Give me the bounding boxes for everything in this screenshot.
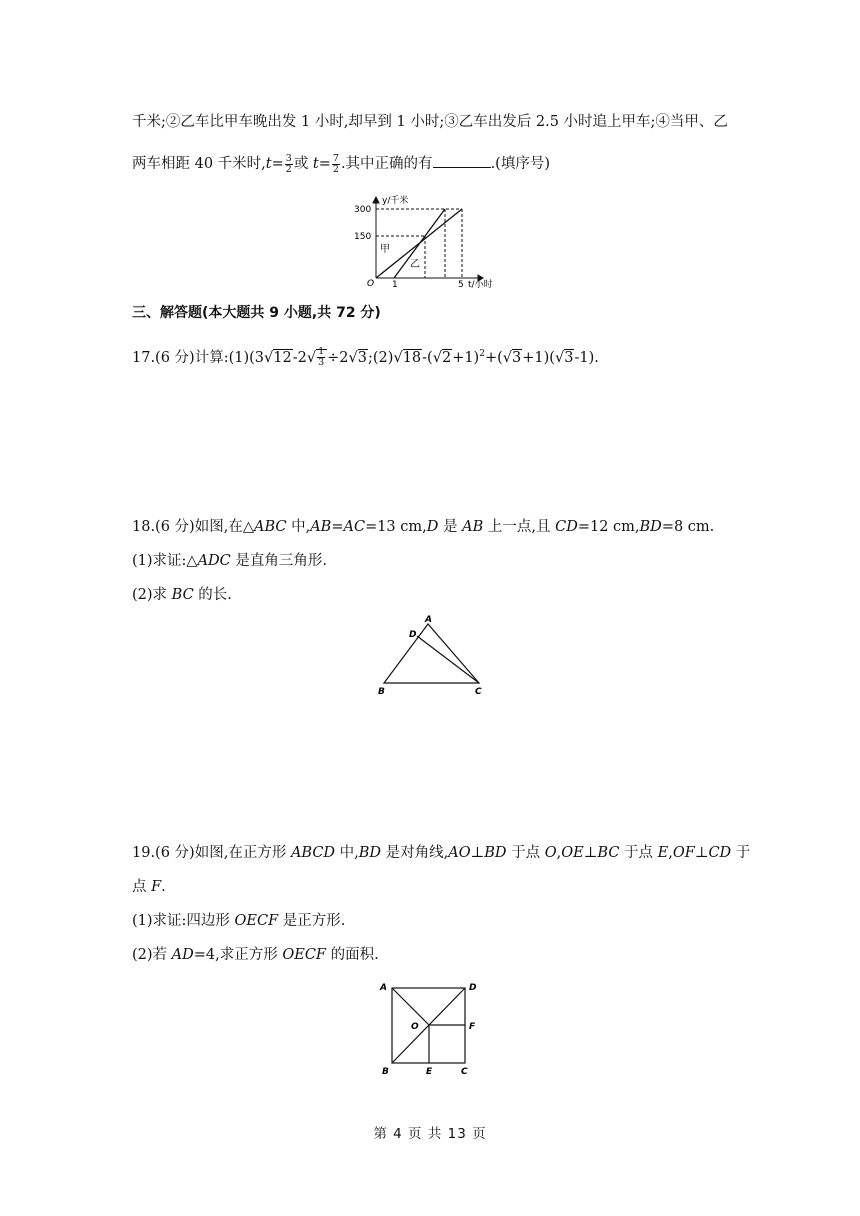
graph-tick-5: 5 bbox=[458, 280, 464, 290]
label-B: B bbox=[378, 687, 385, 697]
square-figure bbox=[376, 978, 486, 1078]
fraction-7-2: $\frac{7}{2}$ bbox=[332, 152, 339, 175]
q18-part1: (1)求证:△ADC 是直角三角形. bbox=[132, 553, 327, 569]
section-heading: 三、解答题(本大题共 9 小题,共 72 分) bbox=[132, 305, 381, 321]
label-A: A bbox=[380, 983, 387, 993]
triangle-figure bbox=[370, 612, 495, 698]
q18-text: 18.(6 分)如图,在△ABC 中,AB=AC=13 cm,D 是 AB 上一点,且 CD=12 cm,BD=8 cm. bbox=[132, 519, 715, 535]
q19-text-cont: 点 F. bbox=[132, 879, 166, 895]
label-D: D bbox=[469, 983, 477, 993]
graph-label-yi: 乙 bbox=[410, 259, 420, 270]
label-A: A bbox=[425, 615, 432, 625]
graph-y-label: y/千米 bbox=[382, 196, 409, 206]
label-E: E bbox=[426, 1067, 433, 1077]
label-F: F bbox=[469, 1022, 476, 1032]
graph-x-label: t/小时 bbox=[468, 280, 493, 290]
label-C: C bbox=[475, 687, 482, 697]
page-footer: 第 4 页 共 13 页 bbox=[373, 1126, 487, 1142]
q16-line1: 千米;②乙车比甲车晚出发 1 小时,却早到 1 小时;③乙车出发后 2.5 小时追上甲车;④当甲、乙 bbox=[132, 114, 728, 130]
q19-part1: (1)求证:四边形 OECF 是正方形. bbox=[132, 913, 346, 929]
graph-label-jia: 甲 bbox=[380, 244, 390, 255]
q19-part2: (2)若 AD=4,求正方形 OECF 的面积. bbox=[132, 947, 379, 963]
q19-text: 19.(6 分)如图,在正方形 ABCD 中,BD 是对角线,AO⊥BD 于点 O,OE⊥BC 于点 E,OF⊥CD 于 bbox=[132, 845, 751, 861]
graph-origin: O bbox=[367, 279, 375, 289]
label-O: O bbox=[411, 1022, 419, 1032]
graph-tick-150: 150 bbox=[354, 232, 372, 242]
fraction-3-2: $\frac{3}{2}$ bbox=[285, 152, 292, 175]
label-B: B bbox=[382, 1067, 389, 1077]
q18-part2: (2)求 BC 的长. bbox=[132, 587, 232, 603]
q17-text: 17.(6 分)计算:(1)(3√12-2√ $\frac{1}{3}$ $\div 2√3;(2)√18-(√2+1)^2+(√3+1)(√3-1)$. bbox=[132, 346, 599, 369]
answer-blank bbox=[433, 153, 491, 168]
label-C: C bbox=[461, 1067, 468, 1077]
graph-tick-1: 1 bbox=[392, 280, 398, 290]
fraction-1-3: $\frac{1}{3}$ bbox=[318, 346, 325, 369]
distance-time-graph bbox=[350, 192, 510, 290]
label-D: D bbox=[409, 630, 417, 640]
q16-line2: 两车相距 40 千米时,t= $\frac{3}{2}$ 或 t= $\frac{7}{2}$ .其中正确的有 .(填序号) bbox=[132, 152, 550, 175]
graph-tick-300: 300 bbox=[354, 205, 372, 215]
